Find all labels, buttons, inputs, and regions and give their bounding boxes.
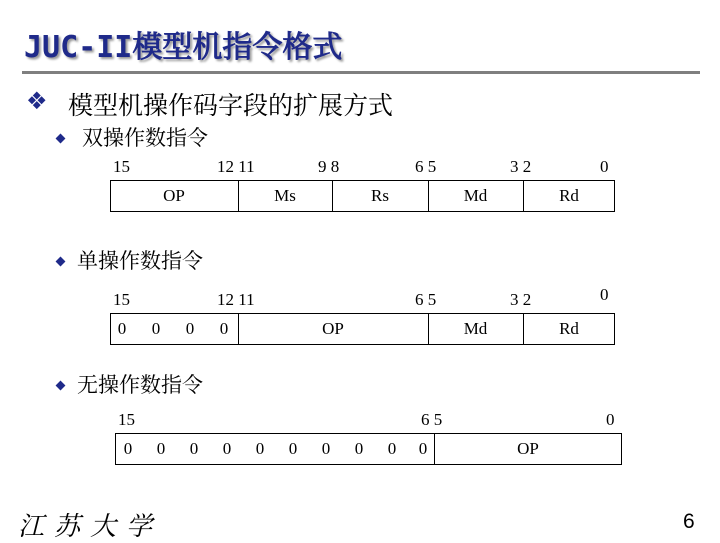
double-operand-heading: 双操作数指令 — [82, 126, 208, 150]
bit-label: 12 11 — [217, 290, 255, 309]
bit-label: 15 — [118, 410, 135, 429]
zero-bit: 0 — [189, 439, 199, 458]
field-op: OP — [322, 319, 344, 338]
title-rule — [22, 71, 700, 74]
bit-label: 6 5 — [421, 410, 443, 429]
zero-bit: 0 — [156, 439, 166, 458]
bit-label: 0 — [600, 157, 609, 176]
field-rs: Rs — [371, 186, 389, 205]
diamond-bullet-icon: ❖ — [26, 87, 48, 115]
zero-bit: 0 — [387, 439, 397, 458]
zero-bit: 0 — [288, 439, 298, 458]
university-logo: 江苏大学 — [18, 512, 163, 542]
zero-bit: 0 — [185, 319, 195, 338]
field-op: OP — [163, 186, 185, 205]
bit-label: 3 2 — [510, 157, 532, 176]
bit-label: 6 5 — [415, 157, 437, 176]
page-number: 6 — [683, 510, 695, 533]
field-rd: Rd — [559, 319, 579, 338]
bit-label: 6 5 — [415, 290, 437, 309]
bullet-icon — [56, 381, 66, 391]
bit-label: 0 — [600, 285, 609, 304]
section-heading: 模型机操作码字段的扩展方式 — [68, 91, 394, 120]
field-ms: Ms — [274, 186, 296, 205]
field-op: OP — [517, 439, 539, 458]
bit-label: 9 8 — [318, 157, 340, 176]
bullet-icon — [56, 257, 66, 267]
zero-bit: 0 — [255, 439, 265, 458]
field-md: Md — [463, 319, 488, 338]
zero-bit: 0 — [151, 319, 161, 338]
bullet-icon — [56, 134, 66, 144]
zero-bit: 0 — [219, 319, 229, 338]
bit-label: 15 — [113, 290, 130, 309]
field-rd: Rd — [559, 186, 579, 205]
field-md: Md — [463, 186, 488, 205]
zero-bit: 0 — [354, 439, 364, 458]
bit-label: 15 — [113, 157, 130, 176]
bit-label: 12 11 — [217, 157, 255, 176]
no-operand-heading: 无操作数指令 — [77, 373, 203, 397]
bit-label: 3 2 — [510, 290, 532, 309]
zero-bit: 0 — [418, 439, 428, 458]
zero-bit: 0 — [321, 439, 331, 458]
page-title: JUC-II模型机指令格式 — [24, 30, 343, 65]
zero-bit: 0 — [123, 439, 133, 458]
single-operand-heading: 单操作数指令 — [77, 249, 203, 273]
bit-label: 0 — [606, 410, 615, 429]
zero-bit: 0 — [222, 439, 232, 458]
zero-bit: 0 — [117, 319, 127, 338]
